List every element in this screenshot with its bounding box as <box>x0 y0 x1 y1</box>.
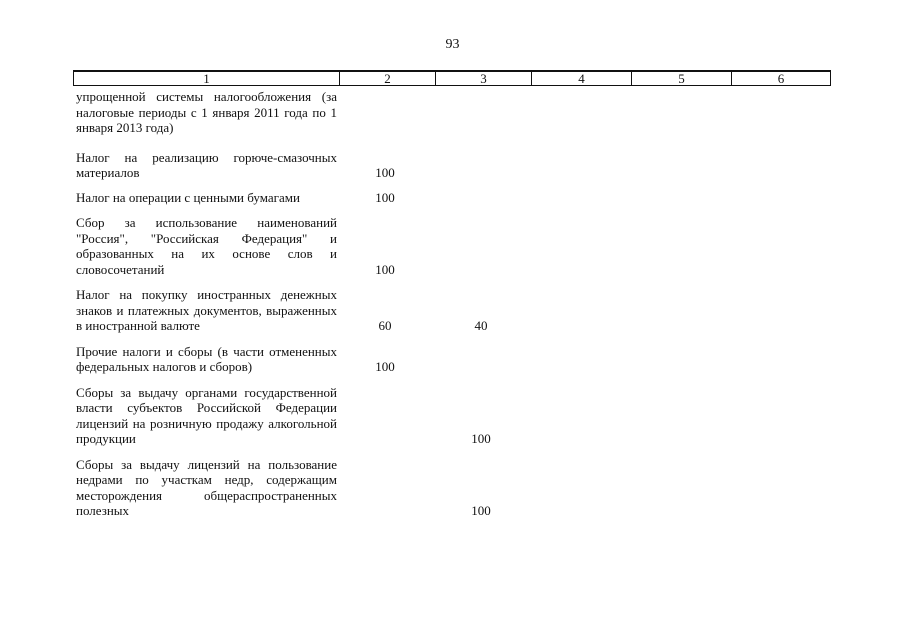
table-row <box>76 150 816 181</box>
tax-name: Сборы за выдачу лицензий на пользование недрами по участкам недр, содержащим месторождения общераспространенных полезных <box>76 456 337 518</box>
tax-name: Налог на покупку иностранных денежных знаков и платежных документов, выраженных в иностранной валюте <box>76 287 337 333</box>
table-body <box>76 89 816 519</box>
table-row <box>76 89 816 136</box>
share-col3: 100 <box>471 431 491 446</box>
share-col2: 100 <box>375 359 395 374</box>
share-col3: 100 <box>471 503 491 518</box>
share-col2: 100 <box>375 165 395 180</box>
table-header-cell: 6 <box>777 71 785 86</box>
table-header-cell: 5 <box>632 72 732 85</box>
table-row <box>76 287 816 334</box>
tax-name: Сборы за выдачу органами государственной власти субъектов Российской Федерации лицензий на розничную продажу алкогольной продукции <box>76 384 337 446</box>
table-header-cell: 4 <box>532 72 632 85</box>
table-row <box>76 385 816 447</box>
tax-name: упрощенной системы налогообложения (за налоговые периоды с 1 января 2011 года по 1 января 2013 года) <box>76 89 337 135</box>
page-number: 93 <box>445 37 460 52</box>
tax-name: Сбор за использование наименований "Россия", "Российская Федерация" и образованных на их основе слов и словосочетаний <box>76 215 337 277</box>
share-col2: 100 <box>375 189 395 205</box>
share-col2: 60 <box>378 318 392 333</box>
table-row <box>76 215 816 277</box>
table-header-row <box>73 70 831 86</box>
share-col3: 40 <box>474 318 488 333</box>
table-header-cell: 1 <box>74 72 340 85</box>
table-header-cell: 2 <box>340 72 436 85</box>
table-row <box>76 190 816 206</box>
share-col2: 100 <box>375 261 395 277</box>
table-row <box>76 457 816 519</box>
table-row <box>76 344 816 375</box>
tax-name: Прочие налоги и сборы (в части отмененных федеральных налогов и сборов) <box>76 343 337 374</box>
table-header-cell: 3 <box>436 72 532 85</box>
tax-name: Налог на реализацию горюче-смазочных материалов <box>76 149 337 180</box>
tax-name: Налог на операции с ценными бумагами <box>76 189 300 205</box>
